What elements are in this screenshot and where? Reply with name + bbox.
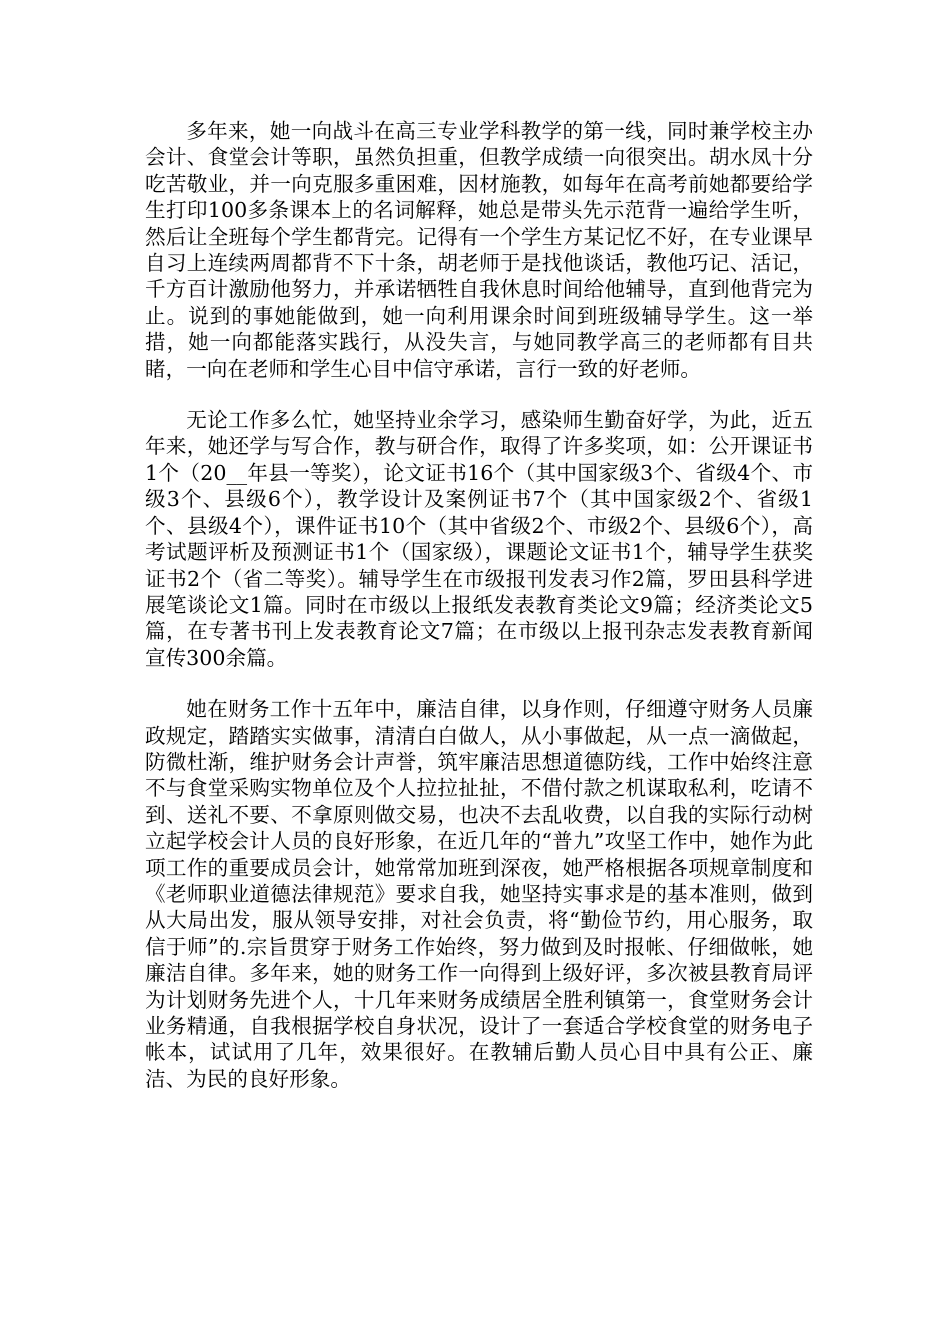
document-page (145, 118, 813, 1092)
paragraph-finance: 她在财务工作十五年中，廉洁自律，以身作则，仔细遵守财务人员廉政规定，踏踏实实做事，清清白白做人，从小事做起，从一点一滴做起，防微杜渐，维护财务会计声誉，筑牢廉洁思想道德防线，工作中始终注意不与食堂采购实物单位及个人拉拉扯扯，不借付款之机谋取私利，吃请不到、送礼不要、不拿原则做交易，也决不去乱收费，以自我的实际行动树立起学校会计人员的良好形象，在近几年的“普九”攻坚工作中，她作为此项工作的重要成员会计，她常常加班到深夜，她严格根据各项规章制度和《老师职业道德法律规范》要求自我，她坚持实事求是的基本准则，做到从大局出发，服从领导安排，对社会负责，将“勤俭节约，用心服务，取信于师”的.宗旨贯穿于财务工作始终，努力做到及时报帐、仔细做帐，她廉洁自律。多年来，她的财务工作一向得到上级好评，多次被县教育局评为计划财务先进个人，十几年来财务成绩居全胜利镇第一，食堂财务会计业务精通，自我根据学校自身状况，设计了一套适合学校食堂的财务电子帐本，试试用了几年，效果很好。在教辅后勤人员心目中具有公正、廉洁、为民的良好形象。 (145, 697, 813, 1091)
paragraph-teaching: 多年来，她一向战斗在高三专业学科教学的第一线，同时兼学校主办会计、食堂会计等职，虽然负担重，但教学成绩一向很突出。胡水凤十分吃苦敬业，并一向克服多重困难，因材施教，如每年在高考前她都要给学生打印100多条课本上的名词解释，她总是带头先示范背一遍给学生听，然后让全班每个学生都背完。记得有一个学生方某记忆不好，在专业课早自习上连续两周都背不下十条，胡老师于是找他谈话，教他巧记、活记，千方百计激励他努力，并承诺牺牲自我休息时间给他辅导，直到他背完为止。说到的事她能做到，她一向利用课余时间到班级辅导学生。这一举措，她一向都能落实践行，从没失言，与她同教学高三的老师都有目共睹，一向在老师和学生心目中信守承诺，言行一致的好老师。 (145, 119, 813, 381)
paragraph-awards: 无论工作多么忙，她坚持业余学习，感染师生勤奋好学，为此，近五年来，她还学与写合作，教与研合作，取得了许多奖项，如：公开课证书1个（20__年县一等奖），论文证书16个（其中国家级3个、省级4个、市级3个、县级6个），教学设计及案例证书7个（其中国家级2个、省级1个、县级4个），课件证书10个（其中省级2个、市级2个、县级6个），高考试题评析及预测证书1个（国家级），课题论文证书1个，辅导学生获奖证书2个（省二等奖）。辅导学生在市级报刊发表习作2篇，罗田县科学进展笔谈论文1篇。同时在市级以上报纸发表教育类论文9篇；经济类论文5篇，在专著书刊上发表教育论文7篇；在市级以上报刊杂志发表教育新闻宣传300余篇。 (145, 408, 813, 670)
